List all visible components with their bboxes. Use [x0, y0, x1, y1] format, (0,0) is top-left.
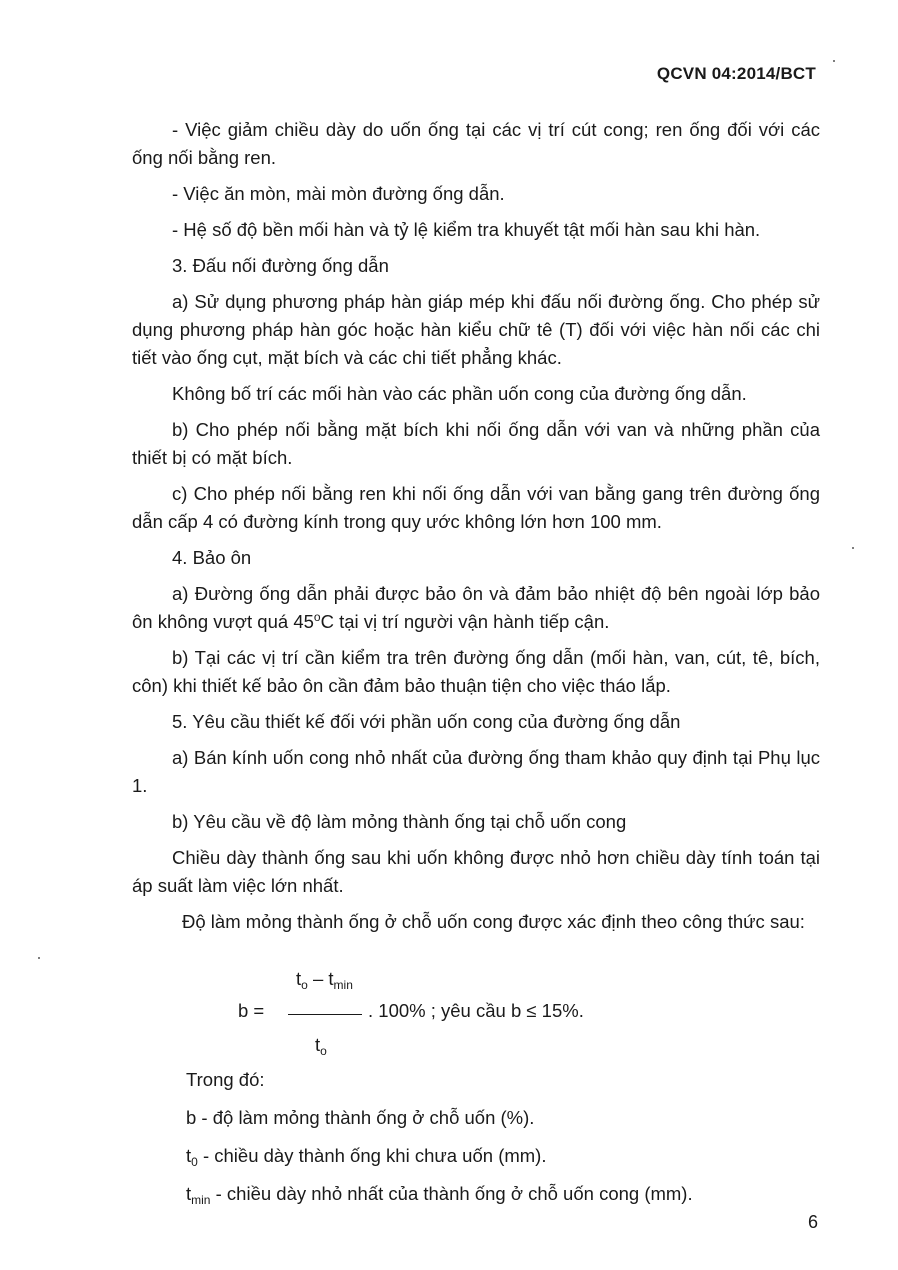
paragraph: Độ làm mỏng thành ống ở chỗ uốn cong được xác định theo công thức sau: — [182, 911, 805, 932]
formula-numerator: $t_o - t_{min}$ — [296, 968, 353, 992]
paragraph: - Việc giảm chiều dày do uốn ống tại các vị trí cút cong; ren ống đối với các ống nối bằng ren. — [132, 119, 820, 168]
definition-b: b - độ làm mỏng thành ống ở chỗ uốn (%). — [186, 1107, 535, 1128]
temperature-tail: C tại vị trí người vận hành tiếp cận. — [320, 611, 610, 632]
definitions — [186, 1066, 826, 1208]
section-heading: 5. Yêu cầu thiết kế đối với phần uốn cong của đường ống dẫn — [172, 711, 681, 732]
definition-t0: $t_0$ - chiều dày thành ống khi chưa uốn (mm). — [186, 1145, 547, 1169]
section-heading: 3. Đấu nối đường ống dẫn — [172, 255, 389, 276]
paragraph: a) Sử dụng phương pháp hàn giáp mép khi đấu nối đường ống. Cho phép sử dụng phương pháp hàn góc hoặc hàn kiểu chữ tê (T) đối với việc hàn nối các chi tiết vào ống cụt, mặt bích và các chi tiết phẳng khác. — [132, 291, 820, 368]
paragraph: a) Bán kính uốn cong nhỏ nhất của đường ống tham khảo quy định tại Phụ lục 1. — [132, 747, 820, 796]
thinning-formula — [238, 968, 658, 1060]
formula-lhs: b = — [238, 1000, 265, 1021]
paragraph — [132, 580, 820, 636]
scan-speck — [852, 547, 854, 549]
page-number: 6 — [807, 1212, 818, 1232]
paragraph: Chiều dày thành ống sau khi uốn không được nhỏ hơn chiều dày tính toán tại áp suất làm việc lớn nhất. — [132, 847, 820, 896]
paragraph: - Việc ăn mòn, mài mòn đường ống dẫn. — [172, 183, 505, 204]
paragraph: b) Cho phép nối bằng mặt bích khi nối ống dẫn với van và những phần của thiết bị có mặt bích. — [132, 419, 820, 468]
temperature-lead: a) Đường ống dẫn phải được bảo ôn và đảm bảo nhiệt độ bên ngoài lớp bảo ôn không vượt quá 45 — [132, 583, 820, 632]
paragraph: b) Tại các vị trí cần kiểm tra trên đường ống dẫn (mối hàn, van, cút, tê, bích, côn) khi thiết kế bảo ôn cần đảm bảo thuận tiện cho việc tháo lắp. — [132, 647, 820, 696]
paragraph: - Hệ số độ bền mối hàn và tỷ lệ kiểm tra khuyết tật mối hàn sau khi hàn. — [172, 219, 761, 240]
formula-denominator: $t_o$ — [315, 1034, 327, 1058]
definitions-intro: Trong đó: — [186, 1069, 265, 1090]
scan-speck — [38, 957, 40, 959]
paragraph: c) Cho phép nối bằng ren khi nối ống dẫn với van bằng gang trên đường ống dẫn cấp 4 có đường kính trong quy ước không lớn hơn 100 mm. — [132, 483, 820, 532]
scan-speck — [833, 60, 835, 62]
section-heading: 4. Bảo ôn — [172, 547, 252, 568]
fraction-bar — [288, 1014, 362, 1015]
formula-rhs: . 100% ; yêu cầu b ≤ 15%. — [368, 1000, 584, 1021]
paragraph: b) Yêu cầu về độ làm mỏng thành ống tại chỗ uốn cong — [172, 811, 627, 832]
page-header-code: QCVN 04:2014/BCT — [656, 64, 816, 83]
paragraph: Không bố trí các mối hàn vào các phần uốn cong của đường ống dẫn. — [172, 383, 747, 404]
degree-symbol: o — [313, 609, 321, 624]
body-text — [132, 116, 820, 936]
definition-tmin: $t_{min}$ - chiều dày nhỏ nhất của thành ống ở chỗ uốn cong (mm). — [186, 1183, 693, 1207]
